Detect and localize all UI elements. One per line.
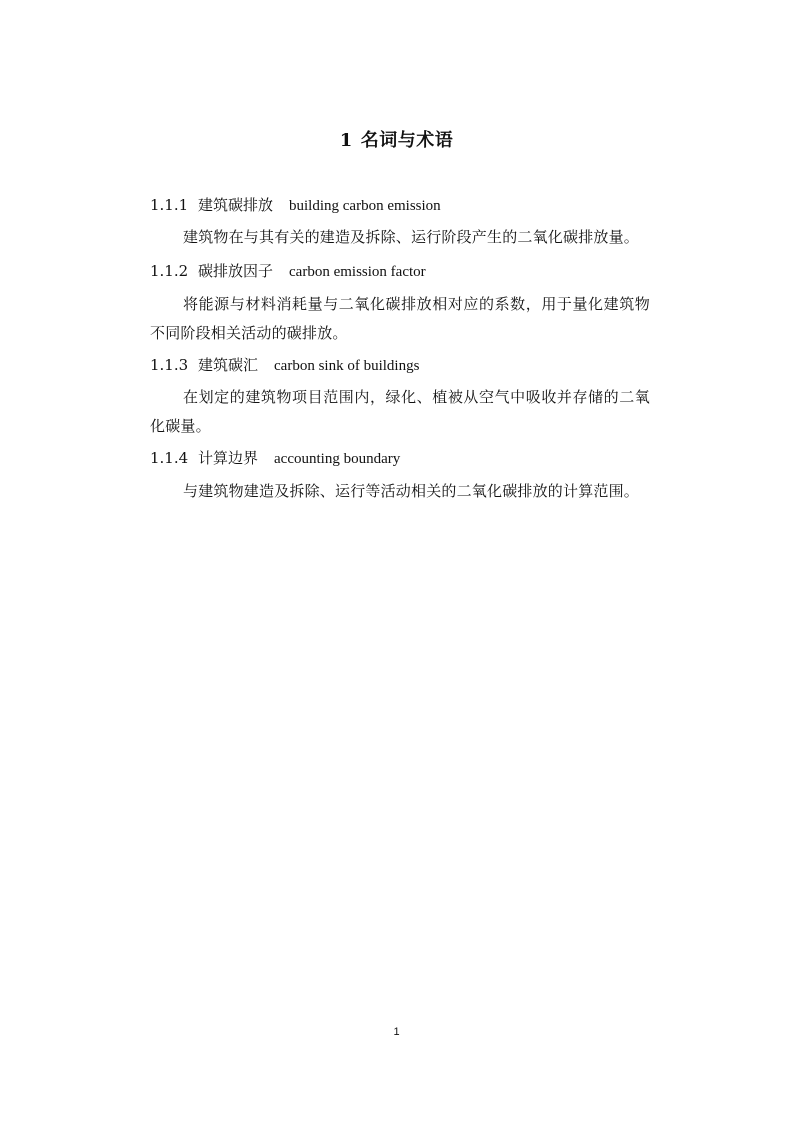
term-heading xyxy=(150,194,441,217)
term-number: 1.1.1 xyxy=(150,196,189,214)
page-number: 1 xyxy=(393,1026,400,1038)
term-chinese: 建筑碳排放 xyxy=(198,196,274,214)
term-english: carbon emission factor xyxy=(289,264,426,280)
chapter-title-text: 名词与术语 xyxy=(360,130,454,151)
term-number: 1.1.3 xyxy=(150,356,189,374)
term-heading xyxy=(150,447,400,470)
term-chinese: 建筑碳汇 xyxy=(198,356,259,374)
term-heading xyxy=(150,354,419,377)
term-english: carbon sink of buildings xyxy=(274,358,420,374)
term-definition: 建筑物在与其有关的建造及拆除、运行阶段产生的二氧化碳排放量。 xyxy=(183,228,640,246)
term-english: building carbon emission xyxy=(289,198,441,214)
term-chinese: 计算边界 xyxy=(198,449,259,467)
term-chinese: 碳排放因子 xyxy=(198,262,274,280)
chapter-number: 1 xyxy=(339,130,353,151)
term-heading xyxy=(150,260,426,283)
chapter-title xyxy=(0,126,793,152)
term-number: 1.1.4 xyxy=(150,449,189,467)
term-definition: 将能源与材料消耗量与二氧化碳排放相对应的系数，用于量化建筑物不同阶段相关活动的碳排放。 xyxy=(150,295,650,342)
term-number: 1.1.2 xyxy=(150,262,189,280)
term-english: accounting boundary xyxy=(274,451,401,467)
term-definition: 在划定的建筑物项目范围内，绿化、植被从空气中吸收并存储的二氧化碳量。 xyxy=(150,388,650,435)
term-definition: 与建筑物建造及拆除、运行等活动相关的二氧化碳排放的计算范围。 xyxy=(183,482,640,500)
